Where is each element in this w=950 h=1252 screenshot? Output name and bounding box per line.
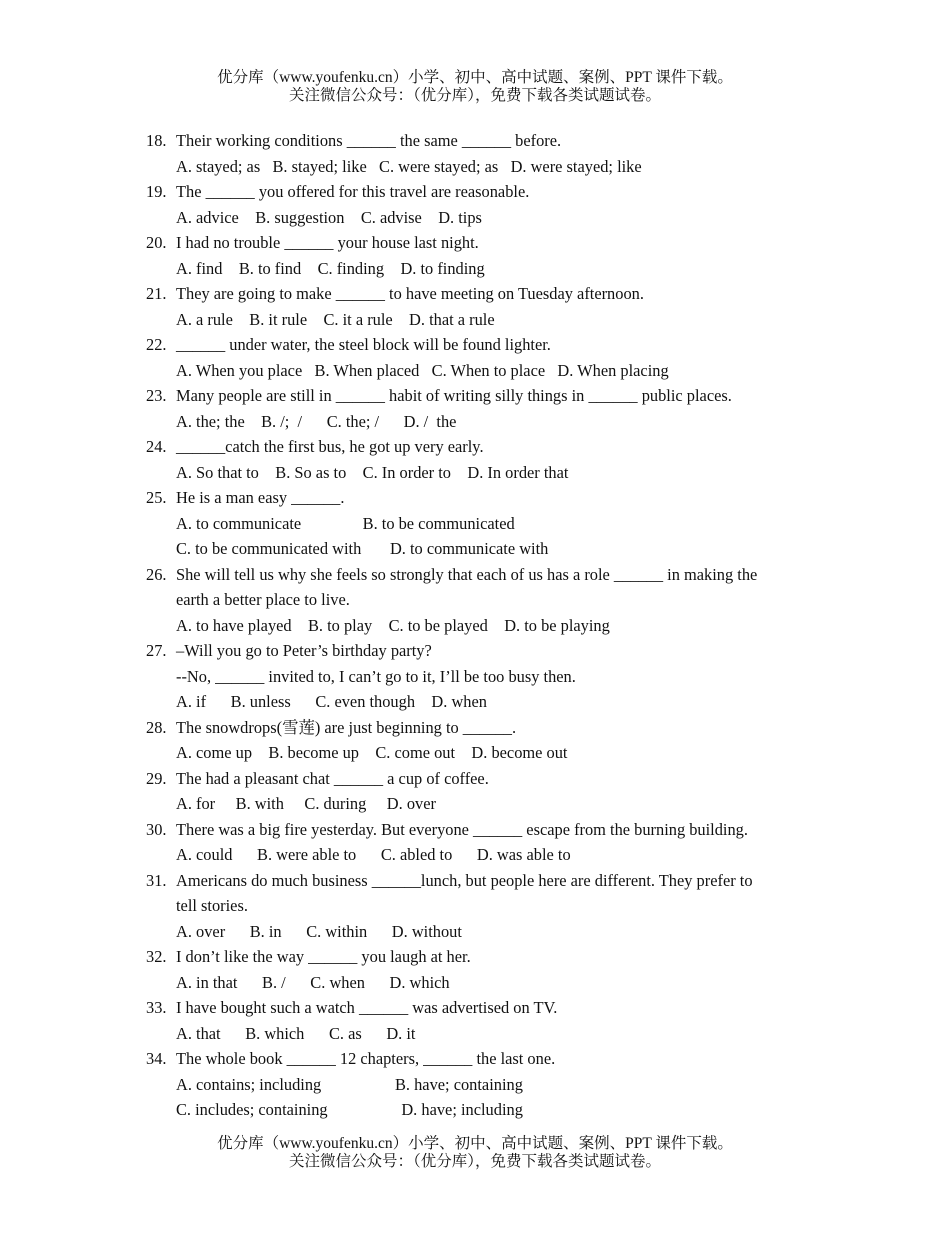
question-item (146, 817, 802, 868)
question-number: 29. (146, 768, 167, 788)
answer-options: A. a rule B. it rule C. it a rule D. that a rule (176, 309, 495, 329)
question-text: The ______ you offered for this travel are reasonable. (176, 182, 530, 201)
question-text: ______catch the first bus, he got up very early. (176, 437, 484, 456)
question-text: I don’t like the way ______ you laugh at her. (176, 947, 471, 966)
question-number: 19. (146, 182, 167, 201)
question-text: The snowdrops(雪莲) are just beginning to ______. (176, 717, 517, 737)
question-text: The had a pleasant chat ______ a cup of coffee. (176, 768, 489, 788)
question-number: 34. (146, 1049, 167, 1068)
question-text: She will tell us why she feels so strongly that each of us has a role ______ in making the (176, 564, 758, 584)
answer-options: A. to communicate B. to be communicated (176, 513, 515, 533)
answer-options: C. to be communicated with D. to communicate with (176, 539, 549, 558)
question-item (146, 766, 802, 817)
question-text: --No, ______ invited to, I can’t go to it, I’ll be too busy then. (176, 666, 576, 686)
answer-options: A. if B. unless C. even though D. when (176, 692, 487, 711)
answer-options: A. So that to B. So as to C. In order to D. In order that (176, 462, 569, 482)
question-item (146, 281, 802, 332)
answer-options: A. could B. were able to C. abled to D. was able to (176, 845, 571, 864)
page-footer (0, 1135, 950, 1171)
question-item (146, 383, 802, 434)
answer-options: A. When you place B. When placed C. When to place D. When placing (176, 360, 669, 380)
question-text: earth a better place to live. (176, 590, 350, 609)
question-number: 27. (146, 641, 167, 660)
question-item (146, 1046, 802, 1123)
header-line-1: 优分库（www.youfenku.cn）小学、初中、高中试题、案例、PPT 课件下载。 (217, 69, 733, 86)
question-item (146, 179, 802, 230)
answer-options: A. the; the B. /; / C. the; / D. / the (176, 411, 457, 431)
question-text: tell stories. (176, 896, 248, 915)
answer-options: C. includes; containing D. have; including (176, 1100, 523, 1119)
answer-options: A. stayed; as B. stayed; like C. were stayed; as D. were stayed; like (176, 156, 642, 176)
question-number: 25. (146, 488, 167, 507)
question-text: There was a big fire yesterday. But everyone ______ escape from the burning building. (176, 819, 748, 839)
answer-options: A. that B. which C. as D. it (176, 1023, 416, 1043)
question-item (146, 332, 802, 383)
question-item (146, 868, 802, 945)
question-number: 30. (146, 819, 167, 839)
question-number: 31. (146, 870, 167, 890)
answer-options: A. for B. with C. during D. over (176, 794, 436, 813)
question-text: They are going to make ______ to have meeting on Tuesday afternoon. (176, 284, 644, 303)
question-number: 21. (146, 284, 167, 303)
question-item (146, 485, 802, 562)
page-header (0, 69, 950, 105)
question-number: 26. (146, 564, 167, 584)
question-number: 24. (146, 437, 167, 456)
question-list (146, 128, 802, 1123)
question-text: Their working conditions ______ the same ______ before. (176, 131, 562, 150)
footer-line-2: 关注微信公众号：（优分库），免费下载各类试题试卷。 (288, 1153, 661, 1170)
question-text: He is a man easy ______. (176, 488, 345, 507)
footer-line-1: 优分库（www.youfenku.cn）小学、初中、高中试题、案例、PPT 课件下载。 (217, 1135, 733, 1152)
question-item (146, 230, 802, 281)
question-text: Many people are still in ______ habit of writing silly things in ______ public places. (176, 386, 732, 405)
answer-options: A. contains; including B. have; containing (176, 1074, 523, 1094)
question-item (146, 995, 802, 1046)
answer-options: A. over B. in C. within D. without (176, 921, 462, 941)
answer-options: A. advice B. suggestion C. advise D. tips (176, 207, 482, 227)
question-number: 23. (146, 386, 167, 405)
question-number: 33. (146, 998, 167, 1017)
question-item (146, 944, 802, 995)
question-number: 22. (146, 335, 167, 354)
answer-options: A. to have played B. to play C. to be played D. to be playing (176, 615, 610, 635)
question-text: Americans do much business ______lunch, but people here are different. They prefer to (176, 870, 753, 890)
question-item (146, 128, 802, 179)
answer-options: A. come up B. become up C. come out D. become out (176, 743, 568, 762)
answer-options: A. find B. to find C. finding D. to finding (176, 258, 485, 278)
question-item (146, 715, 802, 766)
header-line-2: 关注微信公众号：（优分库），免费下载各类试题试卷。 (288, 87, 661, 104)
question-number: 32. (146, 947, 167, 966)
question-number: 18. (146, 131, 167, 150)
question-item (146, 638, 802, 715)
question-text: ______ under water, the steel block will be found lighter. (176, 335, 551, 354)
question-item (146, 562, 802, 639)
question-text: –Will you go to Peter’s birthday party? (176, 641, 432, 660)
question-text: I have bought such a watch ______ was advertised on TV. (176, 998, 558, 1017)
question-text: I had no trouble ______ your house last night. (176, 233, 479, 252)
question-item (146, 434, 802, 485)
answer-options: A. in that B. / C. when D. which (176, 972, 450, 992)
question-number: 28. (146, 717, 167, 737)
question-number: 20. (146, 233, 167, 252)
question-text: The whole book ______ 12 chapters, ______ the last one. (176, 1049, 556, 1068)
